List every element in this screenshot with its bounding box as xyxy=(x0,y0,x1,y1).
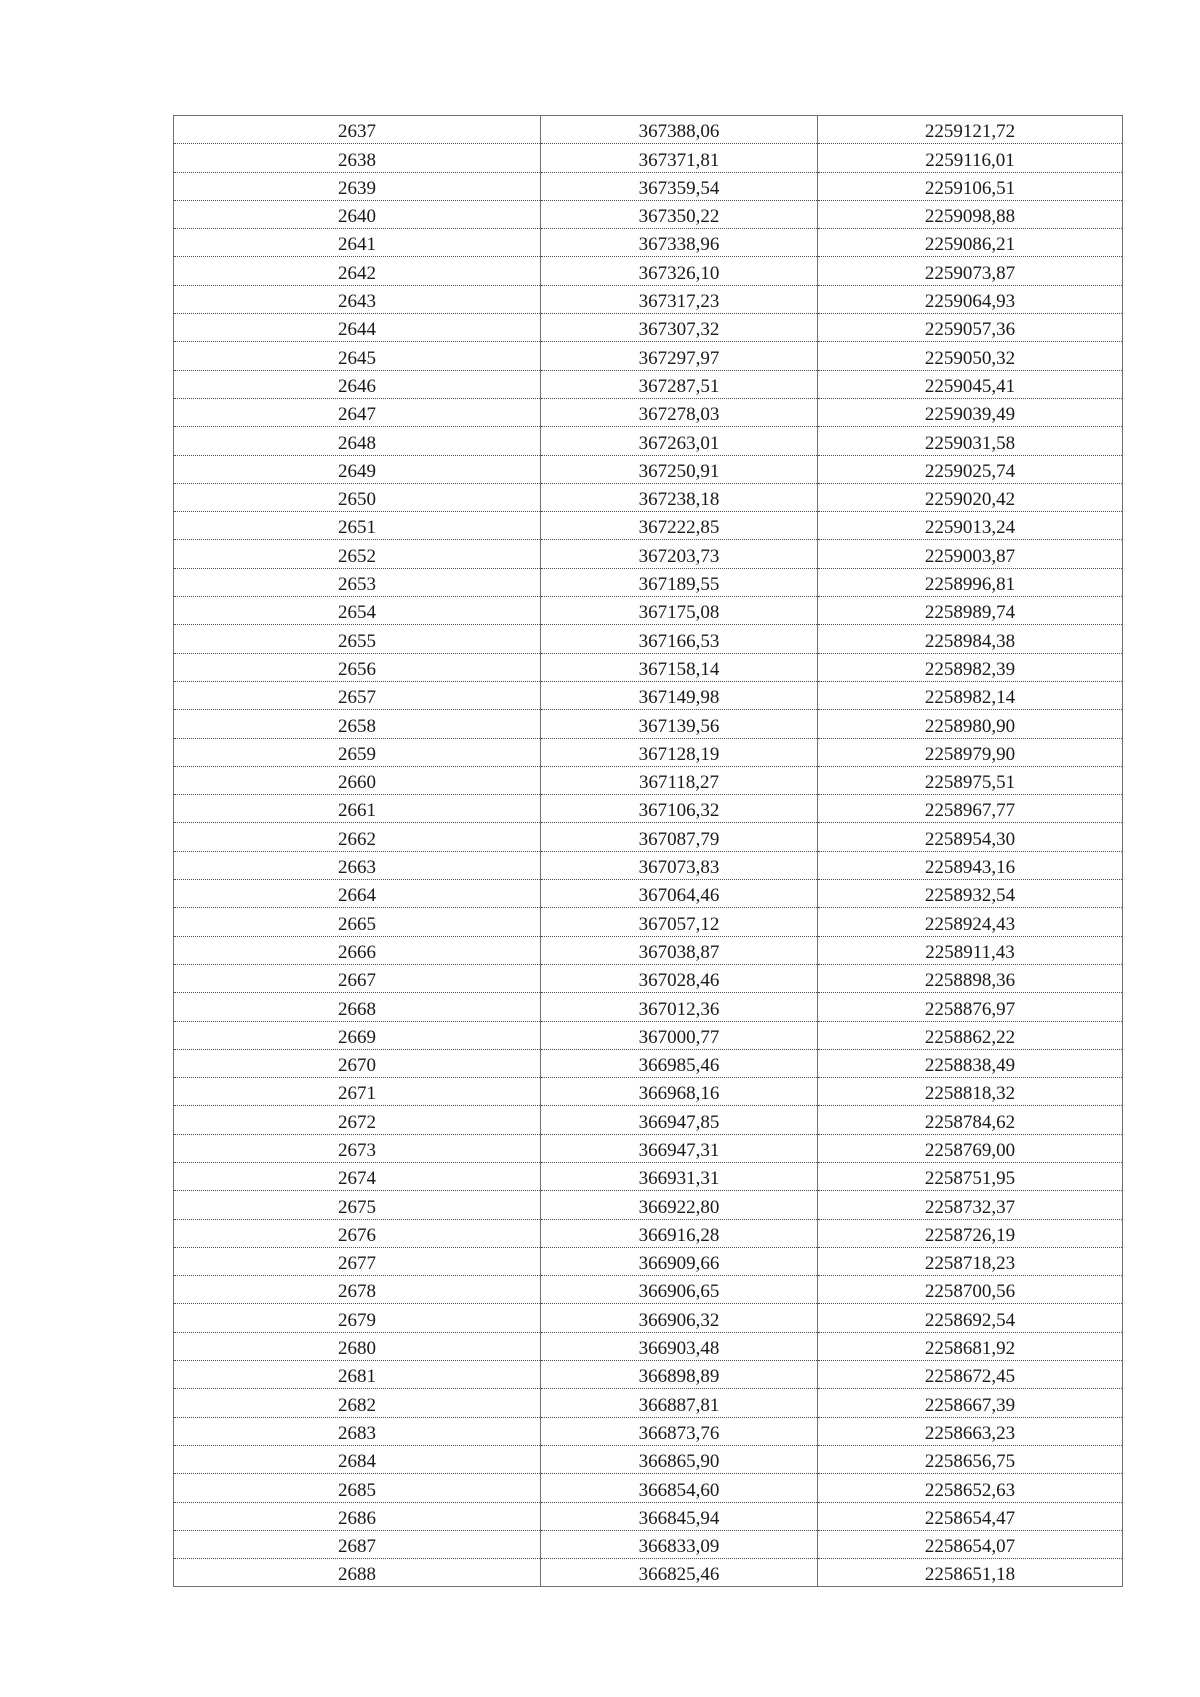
x-coordinate-cell: 366985,46 xyxy=(541,1049,818,1077)
table-row xyxy=(174,795,1123,823)
point-number-cell: 2637 xyxy=(174,116,541,144)
point-number-cell: 2652 xyxy=(174,540,541,568)
y-coordinate-cell: 2259050,32 xyxy=(818,342,1123,370)
y-coordinate-cell: 2259121,72 xyxy=(818,116,1123,144)
y-coordinate-cell: 2258982,14 xyxy=(818,681,1123,709)
point-number-cell: 2658 xyxy=(174,710,541,738)
y-coordinate-cell: 2259020,42 xyxy=(818,483,1123,511)
y-coordinate-cell: 2258984,38 xyxy=(818,625,1123,653)
table-row xyxy=(174,993,1123,1021)
x-coordinate-cell: 366865,90 xyxy=(541,1445,818,1473)
table-row xyxy=(174,1417,1123,1445)
table-row xyxy=(174,398,1123,426)
point-number-cell: 2653 xyxy=(174,568,541,596)
table-row xyxy=(174,116,1123,144)
y-coordinate-cell: 2259086,21 xyxy=(818,229,1123,257)
table-row xyxy=(174,964,1123,992)
x-coordinate-cell: 366845,94 xyxy=(541,1502,818,1530)
point-number-cell: 2660 xyxy=(174,766,541,794)
table-row xyxy=(174,1106,1123,1134)
x-coordinate-cell: 367118,27 xyxy=(541,766,818,794)
x-coordinate-cell: 367139,56 xyxy=(541,710,818,738)
point-number-cell: 2666 xyxy=(174,936,541,964)
point-number-cell: 2681 xyxy=(174,1361,541,1389)
table-row xyxy=(174,597,1123,625)
y-coordinate-cell: 2258898,36 xyxy=(818,964,1123,992)
point-number-cell: 2679 xyxy=(174,1304,541,1332)
y-coordinate-cell: 2259013,24 xyxy=(818,512,1123,540)
point-number-cell: 2682 xyxy=(174,1389,541,1417)
table-row xyxy=(174,285,1123,313)
point-number-cell: 2683 xyxy=(174,1417,541,1445)
table-row xyxy=(174,766,1123,794)
table-row xyxy=(174,1219,1123,1247)
x-coordinate-cell: 367222,85 xyxy=(541,512,818,540)
point-number-cell: 2688 xyxy=(174,1559,541,1587)
y-coordinate-cell: 2258681,92 xyxy=(818,1332,1123,1360)
point-number-cell: 2677 xyxy=(174,1247,541,1275)
y-coordinate-cell: 2258663,23 xyxy=(818,1417,1123,1445)
point-number-cell: 2661 xyxy=(174,795,541,823)
x-coordinate-cell: 366833,09 xyxy=(541,1530,818,1558)
coordinates-table xyxy=(173,115,1123,1587)
y-coordinate-cell: 2258876,97 xyxy=(818,993,1123,1021)
x-coordinate-cell: 367307,32 xyxy=(541,314,818,342)
y-coordinate-cell: 2258989,74 xyxy=(818,597,1123,625)
table-row xyxy=(174,851,1123,879)
point-number-cell: 2643 xyxy=(174,285,541,313)
y-coordinate-cell: 2259106,51 xyxy=(818,172,1123,200)
x-coordinate-cell: 366947,31 xyxy=(541,1134,818,1162)
y-coordinate-cell: 2258692,54 xyxy=(818,1304,1123,1332)
x-coordinate-cell: 367064,46 xyxy=(541,880,818,908)
y-coordinate-cell: 2258726,19 xyxy=(818,1219,1123,1247)
point-number-cell: 2675 xyxy=(174,1191,541,1219)
x-coordinate-cell: 367028,46 xyxy=(541,964,818,992)
x-coordinate-cell: 366931,31 xyxy=(541,1162,818,1190)
y-coordinate-cell: 2258980,90 xyxy=(818,710,1123,738)
point-number-cell: 2670 xyxy=(174,1049,541,1077)
y-coordinate-cell: 2259064,93 xyxy=(818,285,1123,313)
y-coordinate-cell: 2258943,16 xyxy=(818,851,1123,879)
y-coordinate-cell: 2258982,39 xyxy=(818,653,1123,681)
point-number-cell: 2649 xyxy=(174,455,541,483)
y-coordinate-cell: 2258784,62 xyxy=(818,1106,1123,1134)
table-row xyxy=(174,512,1123,540)
x-coordinate-cell: 366906,32 xyxy=(541,1304,818,1332)
table-row xyxy=(174,1530,1123,1558)
y-coordinate-cell: 2259031,58 xyxy=(818,427,1123,455)
point-number-cell: 2647 xyxy=(174,398,541,426)
x-coordinate-cell: 367189,55 xyxy=(541,568,818,596)
y-coordinate-cell: 2258654,07 xyxy=(818,1530,1123,1558)
y-coordinate-cell: 2258769,00 xyxy=(818,1134,1123,1162)
x-coordinate-cell: 366947,85 xyxy=(541,1106,818,1134)
table-row xyxy=(174,455,1123,483)
table-row xyxy=(174,568,1123,596)
table-row xyxy=(174,1559,1123,1587)
x-coordinate-cell: 367057,12 xyxy=(541,908,818,936)
table-row xyxy=(174,1445,1123,1473)
point-number-cell: 2667 xyxy=(174,964,541,992)
table-row xyxy=(174,880,1123,908)
table-row xyxy=(174,1502,1123,1530)
table-row xyxy=(174,257,1123,285)
point-number-cell: 2646 xyxy=(174,370,541,398)
y-coordinate-cell: 2259073,87 xyxy=(818,257,1123,285)
y-coordinate-cell: 2259045,41 xyxy=(818,370,1123,398)
x-coordinate-cell: 367371,81 xyxy=(541,144,818,172)
y-coordinate-cell: 2258924,43 xyxy=(818,908,1123,936)
y-coordinate-cell: 2258818,32 xyxy=(818,1078,1123,1106)
x-coordinate-cell: 366968,16 xyxy=(541,1078,818,1106)
point-number-cell: 2678 xyxy=(174,1276,541,1304)
table-row xyxy=(174,1361,1123,1389)
table-row xyxy=(174,314,1123,342)
point-number-cell: 2638 xyxy=(174,144,541,172)
x-coordinate-cell: 367128,19 xyxy=(541,738,818,766)
table-row xyxy=(174,370,1123,398)
x-coordinate-cell: 367175,08 xyxy=(541,597,818,625)
point-number-cell: 2680 xyxy=(174,1332,541,1360)
table-row xyxy=(174,172,1123,200)
x-coordinate-cell: 367038,87 xyxy=(541,936,818,964)
y-coordinate-cell: 2258932,54 xyxy=(818,880,1123,908)
x-coordinate-cell: 367317,23 xyxy=(541,285,818,313)
x-coordinate-cell: 367203,73 xyxy=(541,540,818,568)
point-number-cell: 2656 xyxy=(174,653,541,681)
x-coordinate-cell: 367158,14 xyxy=(541,653,818,681)
x-coordinate-cell: 366909,66 xyxy=(541,1247,818,1275)
y-coordinate-cell: 2258838,49 xyxy=(818,1049,1123,1077)
x-coordinate-cell: 367338,96 xyxy=(541,229,818,257)
x-coordinate-cell: 366825,46 xyxy=(541,1559,818,1587)
table-row xyxy=(174,710,1123,738)
table-row xyxy=(174,144,1123,172)
y-coordinate-cell: 2258672,45 xyxy=(818,1361,1123,1389)
table-row xyxy=(174,908,1123,936)
y-coordinate-cell: 2258954,30 xyxy=(818,823,1123,851)
table-row xyxy=(174,653,1123,681)
x-coordinate-cell: 367297,97 xyxy=(541,342,818,370)
y-coordinate-cell: 2258700,56 xyxy=(818,1276,1123,1304)
x-coordinate-cell: 367359,54 xyxy=(541,172,818,200)
x-coordinate-cell: 366898,89 xyxy=(541,1361,818,1389)
x-coordinate-cell: 367350,22 xyxy=(541,200,818,228)
point-number-cell: 2668 xyxy=(174,993,541,1021)
y-coordinate-cell: 2259057,36 xyxy=(818,314,1123,342)
table-row xyxy=(174,1276,1123,1304)
point-number-cell: 2684 xyxy=(174,1445,541,1473)
table-row xyxy=(174,1191,1123,1219)
x-coordinate-cell: 367263,01 xyxy=(541,427,818,455)
point-number-cell: 2672 xyxy=(174,1106,541,1134)
point-number-cell: 2669 xyxy=(174,1021,541,1049)
table-row xyxy=(174,1021,1123,1049)
point-number-cell: 2639 xyxy=(174,172,541,200)
y-coordinate-cell: 2259039,49 xyxy=(818,398,1123,426)
x-coordinate-cell: 367166,53 xyxy=(541,625,818,653)
table-row xyxy=(174,681,1123,709)
table-row xyxy=(174,1078,1123,1106)
table-row xyxy=(174,936,1123,964)
point-number-cell: 2640 xyxy=(174,200,541,228)
x-coordinate-cell: 367149,98 xyxy=(541,681,818,709)
x-coordinate-cell: 366873,76 xyxy=(541,1417,818,1445)
table-row xyxy=(174,540,1123,568)
point-number-cell: 2655 xyxy=(174,625,541,653)
point-number-cell: 2657 xyxy=(174,681,541,709)
point-number-cell: 2664 xyxy=(174,880,541,908)
y-coordinate-cell: 2258732,37 xyxy=(818,1191,1123,1219)
table-row xyxy=(174,1049,1123,1077)
point-number-cell: 2674 xyxy=(174,1162,541,1190)
x-coordinate-cell: 366887,81 xyxy=(541,1389,818,1417)
x-coordinate-cell: 366922,80 xyxy=(541,1191,818,1219)
table-row xyxy=(174,1162,1123,1190)
point-number-cell: 2659 xyxy=(174,738,541,766)
x-coordinate-cell: 367250,91 xyxy=(541,455,818,483)
point-number-cell: 2686 xyxy=(174,1502,541,1530)
table-row xyxy=(174,342,1123,370)
x-coordinate-cell: 367106,32 xyxy=(541,795,818,823)
table-row xyxy=(174,1134,1123,1162)
point-number-cell: 2650 xyxy=(174,483,541,511)
point-number-cell: 2651 xyxy=(174,512,541,540)
point-number-cell: 2641 xyxy=(174,229,541,257)
y-coordinate-cell: 2259003,87 xyxy=(818,540,1123,568)
x-coordinate-cell: 366916,28 xyxy=(541,1219,818,1247)
point-number-cell: 2685 xyxy=(174,1474,541,1502)
x-coordinate-cell: 367388,06 xyxy=(541,116,818,144)
point-number-cell: 2673 xyxy=(174,1134,541,1162)
y-coordinate-cell: 2258975,51 xyxy=(818,766,1123,794)
point-number-cell: 2654 xyxy=(174,597,541,625)
x-coordinate-cell: 367238,18 xyxy=(541,483,818,511)
table-row xyxy=(174,1332,1123,1360)
y-coordinate-cell: 2258751,95 xyxy=(818,1162,1123,1190)
table-row xyxy=(174,1247,1123,1275)
x-coordinate-cell: 367087,79 xyxy=(541,823,818,851)
point-number-cell: 2644 xyxy=(174,314,541,342)
table-row xyxy=(174,823,1123,851)
table-row xyxy=(174,738,1123,766)
y-coordinate-cell: 2258979,90 xyxy=(818,738,1123,766)
point-number-cell: 2687 xyxy=(174,1530,541,1558)
table-row xyxy=(174,483,1123,511)
y-coordinate-cell: 2258911,43 xyxy=(818,936,1123,964)
point-number-cell: 2671 xyxy=(174,1078,541,1106)
point-number-cell: 2676 xyxy=(174,1219,541,1247)
x-coordinate-cell: 367326,10 xyxy=(541,257,818,285)
point-number-cell: 2645 xyxy=(174,342,541,370)
y-coordinate-cell: 2258667,39 xyxy=(818,1389,1123,1417)
x-coordinate-cell: 367073,83 xyxy=(541,851,818,879)
point-number-cell: 2648 xyxy=(174,427,541,455)
x-coordinate-cell: 366854,60 xyxy=(541,1474,818,1502)
x-coordinate-cell: 367000,77 xyxy=(541,1021,818,1049)
y-coordinate-cell: 2259098,88 xyxy=(818,200,1123,228)
x-coordinate-cell: 367012,36 xyxy=(541,993,818,1021)
y-coordinate-cell: 2259025,74 xyxy=(818,455,1123,483)
table-row xyxy=(174,229,1123,257)
table-row xyxy=(174,427,1123,455)
y-coordinate-cell: 2258996,81 xyxy=(818,568,1123,596)
table-row xyxy=(174,625,1123,653)
y-coordinate-cell: 2258862,22 xyxy=(818,1021,1123,1049)
y-coordinate-cell: 2259116,01 xyxy=(818,144,1123,172)
table-row xyxy=(174,200,1123,228)
coordinates-table-body xyxy=(174,116,1123,1587)
point-number-cell: 2663 xyxy=(174,851,541,879)
y-coordinate-cell: 2258718,23 xyxy=(818,1247,1123,1275)
y-coordinate-cell: 2258654,47 xyxy=(818,1502,1123,1530)
table-row xyxy=(174,1474,1123,1502)
y-coordinate-cell: 2258656,75 xyxy=(818,1445,1123,1473)
x-coordinate-cell: 366906,65 xyxy=(541,1276,818,1304)
point-number-cell: 2642 xyxy=(174,257,541,285)
point-number-cell: 2662 xyxy=(174,823,541,851)
x-coordinate-cell: 367287,51 xyxy=(541,370,818,398)
y-coordinate-cell: 2258651,18 xyxy=(818,1559,1123,1587)
table-row xyxy=(174,1389,1123,1417)
y-coordinate-cell: 2258967,77 xyxy=(818,795,1123,823)
y-coordinate-cell: 2258652,63 xyxy=(818,1474,1123,1502)
x-coordinate-cell: 366903,48 xyxy=(541,1332,818,1360)
table-row xyxy=(174,1304,1123,1332)
point-number-cell: 2665 xyxy=(174,908,541,936)
x-coordinate-cell: 367278,03 xyxy=(541,398,818,426)
